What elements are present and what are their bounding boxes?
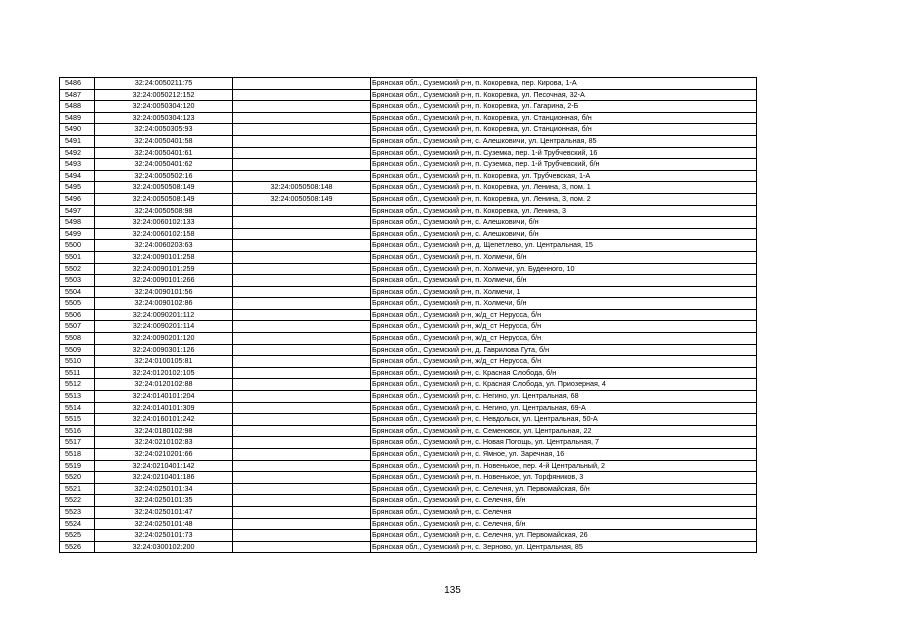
related-cadastral-number-cell [233,89,371,101]
table-row [60,541,757,553]
row-number-cell: 5509 [60,344,95,356]
related-cadastral-number-cell [233,170,371,182]
cadastral-number-cell: 32:24:0050401:61 [95,147,233,159]
page-number: 135 [444,585,461,596]
table-row [60,356,757,368]
row-number-cell: 5516 [60,425,95,437]
cadastral-number-cell: 32:24:0090301:126 [95,344,233,356]
cadastral-number-cell: 32:24:0050211:75 [95,78,233,90]
related-cadastral-number-cell [233,402,371,414]
table-row [60,159,757,171]
table-row [60,333,757,345]
address-cell: Брянская обл., Суземский р-н, ж/д_ст Нерусса, б/н [371,321,757,333]
table-body [60,78,757,553]
related-cadastral-number-cell [233,367,371,379]
row-number-cell: 5490 [60,124,95,136]
address-cell: Брянская обл., Суземский р-н, с. Негино, ул. Центральная, 69-А [371,402,757,414]
row-number-cell: 5505 [60,298,95,310]
table-row [60,193,757,205]
table-row [60,217,757,229]
address-cell: Брянская обл., Суземский р-н, п. Холмечи, б/н [371,251,757,263]
related-cadastral-number-cell [233,449,371,461]
cadastral-number-cell: 32:24:0090201:120 [95,333,233,345]
address-cell: Брянская обл., Суземский р-н, с. Селечня [371,506,757,518]
related-cadastral-number-cell [233,425,371,437]
address-cell: Брянская обл., Суземский р-н, п. Холмечи, ул. Буденного, 10 [371,263,757,275]
table-row [60,402,757,414]
related-cadastral-number-cell [233,205,371,217]
row-number-cell: 5495 [60,182,95,194]
cadastral-number-cell: 32:24:0120102:88 [95,379,233,391]
cadastral-number-cell: 32:24:0090101:258 [95,251,233,263]
related-cadastral-number-cell [233,275,371,287]
table-row [60,518,757,530]
row-number-cell: 5497 [60,205,95,217]
cadastral-number-cell: 32:24:0090201:112 [95,309,233,321]
related-cadastral-number-cell: 32:24:0050508:149 [233,193,371,205]
property-table [59,77,757,553]
cadastral-number-cell: 32:24:0160101:242 [95,414,233,426]
cadastral-number-cell: 32:24:0140101:309 [95,402,233,414]
address-cell: Брянская обл., Суземский р-н, ж/д_ст Нерусса, б/н [371,309,757,321]
cadastral-number-cell: 32:24:0100105:81 [95,356,233,368]
cadastral-number-cell: 32:24:0050401:62 [95,159,233,171]
related-cadastral-number-cell [233,356,371,368]
cadastral-number-cell: 32:24:0050508:98 [95,205,233,217]
address-cell: Брянская обл., Суземский р-н, п. Новенькое, пер. 4-й Центральный, 2 [371,460,757,472]
cadastral-number-cell: 32:24:0050502:16 [95,170,233,182]
table-row [60,506,757,518]
related-cadastral-number-cell [233,379,371,391]
address-cell: Брянская обл., Суземский р-н, п. Кокоревка, ул. Ленина, 3, пом. 2 [371,193,757,205]
table-row [60,414,757,426]
cadastral-number-cell: 32:24:0060203:63 [95,240,233,252]
related-cadastral-number-cell [233,541,371,553]
table-row [60,124,757,136]
address-cell: Брянская обл., Суземский р-н, с. Алешковичи, б/н [371,228,757,240]
related-cadastral-number-cell [233,483,371,495]
row-number-cell: 5520 [60,472,95,484]
address-cell: Брянская обл., Суземский р-н, п. Холмечи, б/н [371,275,757,287]
cadastral-number-cell: 32:24:0090101:56 [95,286,233,298]
address-cell: Брянская обл., Суземский р-н, ж/д_ст Нерусса, б/н [371,333,757,345]
address-cell: Брянская обл., Суземский р-н, с. Селечня, ул. Первомайская, б/н [371,483,757,495]
related-cadastral-number-cell [233,460,371,472]
related-cadastral-number-cell [233,240,371,252]
row-number-cell: 5499 [60,228,95,240]
row-number-cell: 5491 [60,135,95,147]
cadastral-number-cell: 32:24:0120102:105 [95,367,233,379]
related-cadastral-number-cell [233,472,371,484]
cadastral-number-cell: 32:24:0210201:66 [95,449,233,461]
row-number-cell: 5510 [60,356,95,368]
cadastral-number-cell: 32:24:0060102:158 [95,228,233,240]
related-cadastral-number-cell [233,437,371,449]
address-cell: Брянская обл., Суземский р-н, п. Кокоревка, ул. Песочная, 32-А [371,89,757,101]
address-cell: Брянская обл., Суземский р-н, п. Кокоревка, пер. Кирова, 1-А [371,78,757,90]
row-number-cell: 5486 [60,78,95,90]
address-cell: Брянская обл., Суземский р-н, с. Зерново, ул. Центральная, 85 [371,541,757,553]
table-row [60,89,757,101]
table-row [60,275,757,287]
row-number-cell: 5507 [60,321,95,333]
table-row [60,483,757,495]
cadastral-number-cell: 32:24:0050401:58 [95,135,233,147]
table-row [60,367,757,379]
address-cell: Брянская обл., Суземский р-н, с. Алешковичи, ул. Центральная, 85 [371,135,757,147]
related-cadastral-number-cell [233,286,371,298]
address-cell: Брянская обл., Суземский р-н, п. Суземка, пер. 1-й Трубчевский, 16 [371,147,757,159]
related-cadastral-number-cell [233,217,371,229]
table-row [60,135,757,147]
cadastral-number-cell: 32:24:0140101:204 [95,391,233,403]
row-number-cell: 5513 [60,391,95,403]
cadastral-number-cell: 32:24:0250101:47 [95,506,233,518]
address-cell: Брянская обл., Суземский р-н, с. Новая Погощь, ул. Центральная, 7 [371,437,757,449]
address-cell: Брянская обл., Суземский р-н, п. Суземка, пер. 1-й Трубчевский, б/н [371,159,757,171]
related-cadastral-number-cell [233,147,371,159]
address-cell: Брянская обл., Суземский р-н, п. Кокоревка, ул. Гагарина, 2-Б [371,101,757,113]
table-row [60,298,757,310]
table-row [60,228,757,240]
related-cadastral-number-cell [233,321,371,333]
address-cell: Брянская обл., Суземский р-н, с. Семеновск, ул. Центральная, 22 [371,425,757,437]
address-cell: Брянская обл., Суземский р-н, с. Ямное, ул. Заречная, 16 [371,449,757,461]
row-number-cell: 5489 [60,112,95,124]
address-cell: Брянская обл., Суземский р-н, с. Невдольск, ул. Центральная, 50-А [371,414,757,426]
table-row [60,437,757,449]
table-row [60,251,757,263]
table-row [60,379,757,391]
related-cadastral-number-cell [233,391,371,403]
row-number-cell: 5526 [60,541,95,553]
table-row [60,425,757,437]
table-row [60,170,757,182]
row-number-cell: 5504 [60,286,95,298]
related-cadastral-number-cell [233,78,371,90]
cadastral-number-cell: 32:24:0050508:149 [95,182,233,194]
table-row [60,321,757,333]
table-row [60,182,757,194]
row-number-cell: 5522 [60,495,95,507]
cadastral-number-cell: 32:24:0210401:186 [95,472,233,484]
table-row [60,391,757,403]
row-number-cell: 5494 [60,170,95,182]
related-cadastral-number-cell [233,309,371,321]
table-row [60,309,757,321]
related-cadastral-number-cell [233,135,371,147]
related-cadastral-number-cell [233,298,371,310]
related-cadastral-number-cell [233,228,371,240]
table-row [60,495,757,507]
table-row [60,101,757,113]
cadastral-number-cell: 32:24:0090101:259 [95,263,233,275]
address-cell: Брянская обл., Суземский р-н, ж/д_ст Нерусса, б/н [371,356,757,368]
row-number-cell: 5512 [60,379,95,391]
related-cadastral-number-cell [233,333,371,345]
table-row [60,205,757,217]
address-cell: Брянская обл., Суземский р-н, п. Кокоревка, ул. Ленина, 3 [371,205,757,217]
cadastral-number-cell: 32:24:0050304:123 [95,112,233,124]
table-row [60,240,757,252]
cadastral-number-cell: 32:24:0300102:200 [95,541,233,553]
cadastral-number-cell: 32:24:0050508:149 [95,193,233,205]
address-cell: Брянская обл., Суземский р-н, с. Красная Слобода, ул. Приозерная, 4 [371,379,757,391]
row-number-cell: 5501 [60,251,95,263]
table-row [60,78,757,90]
row-number-cell: 5525 [60,530,95,542]
address-cell: Брянская обл., Суземский р-н, с. Алешковичи, б/н [371,217,757,229]
cadastral-number-cell: 32:24:0090101:266 [95,275,233,287]
row-number-cell: 5511 [60,367,95,379]
related-cadastral-number-cell [233,112,371,124]
cadastral-number-cell: 32:24:0250101:35 [95,495,233,507]
related-cadastral-number-cell [233,530,371,542]
row-number-cell: 5503 [60,275,95,287]
address-cell: Брянская обл., Суземский р-н, п. Кокоревка, ул. Трубчевская, 1-А [371,170,757,182]
row-number-cell: 5496 [60,193,95,205]
address-cell: Брянская обл., Суземский р-н, п. Холмечи, 1 [371,286,757,298]
cadastral-number-cell: 32:24:0060102:133 [95,217,233,229]
table-row [60,472,757,484]
related-cadastral-number-cell [233,506,371,518]
row-number-cell: 5519 [60,460,95,472]
row-number-cell: 5518 [60,449,95,461]
related-cadastral-number-cell [233,124,371,136]
related-cadastral-number-cell [233,263,371,275]
row-number-cell: 5524 [60,518,95,530]
row-number-cell: 5517 [60,437,95,449]
cadastral-number-cell: 32:24:0180102:98 [95,425,233,437]
row-number-cell: 5487 [60,89,95,101]
table-row [60,344,757,356]
related-cadastral-number-cell [233,518,371,530]
related-cadastral-number-cell [233,251,371,263]
row-number-cell: 5500 [60,240,95,252]
cadastral-number-cell: 32:24:0210401:142 [95,460,233,472]
cadastral-number-cell: 32:24:0210102:83 [95,437,233,449]
address-cell: Брянская обл., Суземский р-н, с. Селечня, б/н [371,495,757,507]
address-cell: Брянская обл., Суземский р-н, д. Гаврилова Гута, б/н [371,344,757,356]
row-number-cell: 5506 [60,309,95,321]
table-row [60,530,757,542]
row-number-cell: 5521 [60,483,95,495]
cadastral-number-cell: 32:24:0250101:48 [95,518,233,530]
related-cadastral-number-cell [233,159,371,171]
cadastral-number-cell: 32:24:0250101:34 [95,483,233,495]
cadastral-number-cell: 32:24:0250101:73 [95,530,233,542]
address-cell: Брянская обл., Суземский р-н, д. Щепетлево, ул. Центральная, 15 [371,240,757,252]
row-number-cell: 5523 [60,506,95,518]
table-row [60,263,757,275]
address-cell: Брянская обл., Суземский р-н, п. Кокоревка, ул. Ленина, 3, пом. 1 [371,182,757,194]
address-cell: Брянская обл., Суземский р-н, с. Негино, ул. Центральная, 68 [371,391,757,403]
address-cell: Брянская обл., Суземский р-н, с. Селечня, ул. Первомайская, 26 [371,530,757,542]
address-cell: Брянская обл., Суземский р-н, п. Кокоревка, ул. Станционная, б/н [371,124,757,136]
row-number-cell: 5498 [60,217,95,229]
row-number-cell: 5502 [60,263,95,275]
row-number-cell: 5492 [60,147,95,159]
related-cadastral-number-cell [233,101,371,113]
row-number-cell: 5493 [60,159,95,171]
related-cadastral-number-cell [233,495,371,507]
address-cell: Брянская обл., Суземский р-н, с. Селечня, б/н [371,518,757,530]
cadastral-number-cell: 32:24:0050304:120 [95,101,233,113]
address-cell: Брянская обл., Суземский р-н, п. Холмечи, б/н [371,298,757,310]
table-row [60,286,757,298]
row-number-cell: 5514 [60,402,95,414]
row-number-cell: 5515 [60,414,95,426]
address-cell: Брянская обл., Суземский р-н, п. Новенькое, ул. Торфяников, 3 [371,472,757,484]
related-cadastral-number-cell: 32:24:0050508:148 [233,182,371,194]
cadastral-number-cell: 32:24:0050212:152 [95,89,233,101]
table-row [60,460,757,472]
table-row [60,449,757,461]
table-row [60,112,757,124]
cadastral-number-cell: 32:24:0050305:93 [95,124,233,136]
row-number-cell: 5508 [60,333,95,345]
related-cadastral-number-cell [233,414,371,426]
related-cadastral-number-cell [233,344,371,356]
cadastral-number-cell: 32:24:0090201:114 [95,321,233,333]
table-row [60,147,757,159]
cadastral-number-cell: 32:24:0090102:86 [95,298,233,310]
address-cell: Брянская обл., Суземский р-н, с. Красная Слобода, б/н [371,367,757,379]
row-number-cell: 5488 [60,101,95,113]
address-cell: Брянская обл., Суземский р-н, п. Кокоревка, ул. Станционная, б/н [371,112,757,124]
